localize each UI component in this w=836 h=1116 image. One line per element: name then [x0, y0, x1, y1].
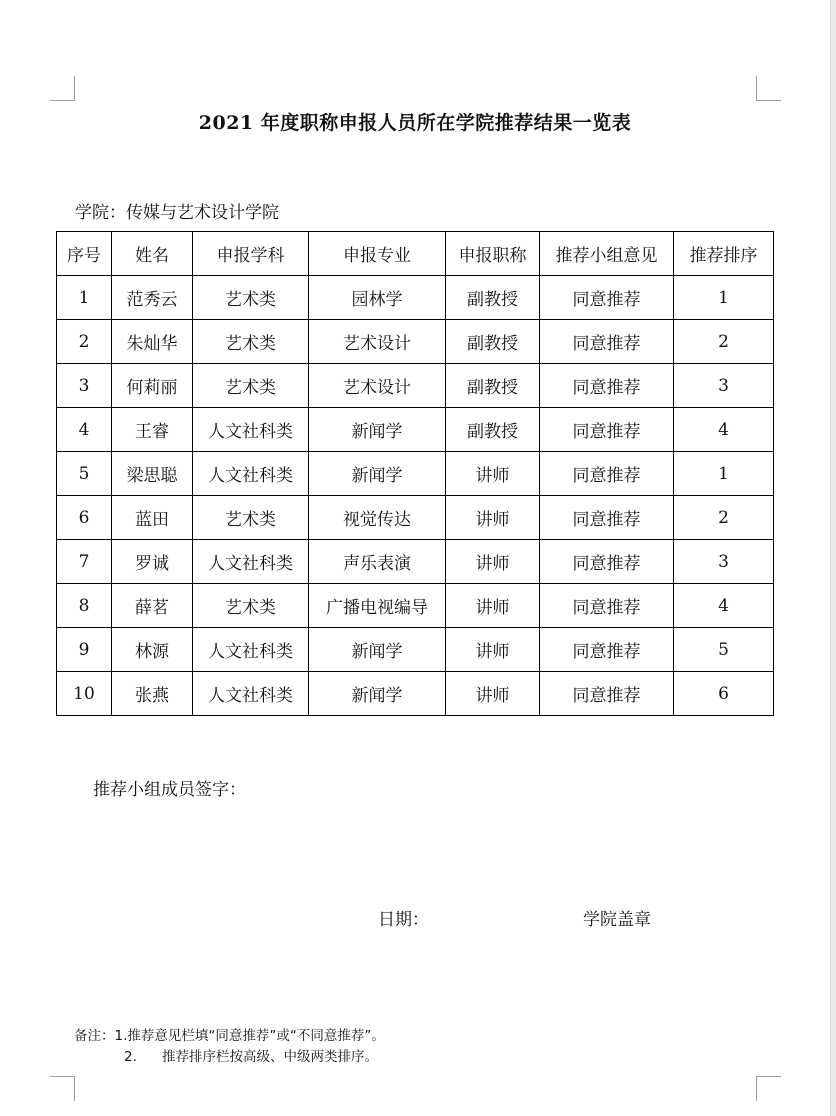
- table-cell: 何莉丽: [112, 364, 193, 408]
- table-cell: 人文社科类: [193, 540, 309, 584]
- note-line-2-text: 推荐排序栏按高级、中级两类排序。: [162, 1049, 378, 1065]
- table-cell: 5: [674, 628, 774, 672]
- table-cell: 10: [57, 672, 112, 716]
- table-cell: 蓝田: [112, 496, 193, 540]
- table-cell: 讲师: [446, 584, 540, 628]
- table-cell: 同意推荐: [540, 364, 674, 408]
- table-cell: 人文社科类: [193, 672, 309, 716]
- table-cell: 艺术设计: [309, 320, 446, 364]
- table-cell: 新闻学: [309, 628, 446, 672]
- table-cell: 同意推荐: [540, 584, 674, 628]
- table-cell: 新闻学: [309, 408, 446, 452]
- table-cell: 6: [57, 496, 112, 540]
- table-cell: 讲师: [446, 672, 540, 716]
- table-cell: 副教授: [446, 320, 540, 364]
- table-cell: 1: [57, 276, 112, 320]
- page-edge: [830, 0, 836, 1116]
- date-label: 日期：: [378, 910, 429, 930]
- college-label: 学院：传媒与艺术设计学院: [75, 203, 279, 223]
- table-cell: 人文社科类: [193, 628, 309, 672]
- table-cell: 4: [57, 408, 112, 452]
- table-cell: 同意推荐: [540, 496, 674, 540]
- table-cell: 视觉传达: [309, 496, 446, 540]
- table-cell: 同意推荐: [540, 672, 674, 716]
- table-cell: 人文社科类: [193, 408, 309, 452]
- table-cell: 8: [57, 584, 112, 628]
- table-cell: 新闻学: [309, 452, 446, 496]
- results-table: [56, 231, 774, 716]
- table-row: [57, 364, 774, 408]
- table-row: [57, 628, 774, 672]
- header-cell: 申报学科: [193, 232, 309, 276]
- table-cell: 王睿: [112, 408, 193, 452]
- crop-mark-bottom-right: [756, 1076, 781, 1101]
- header-cell: 姓名: [112, 232, 193, 276]
- table-body: [57, 276, 774, 716]
- table-cell: 讲师: [446, 540, 540, 584]
- table-cell: 艺术类: [193, 584, 309, 628]
- table-cell: 7: [57, 540, 112, 584]
- table-cell: 3: [57, 364, 112, 408]
- table-cell: 4: [674, 408, 774, 452]
- table-cell: 薛茗: [112, 584, 193, 628]
- table-cell: 5: [57, 452, 112, 496]
- note-line-2-number: 2.: [124, 1049, 137, 1065]
- table-cell: 2: [57, 320, 112, 364]
- table-cell: 讲师: [446, 452, 540, 496]
- table-cell: 艺术类: [193, 364, 309, 408]
- table-cell: 2: [674, 496, 774, 540]
- table-cell: 人文社科类: [193, 452, 309, 496]
- table-cell: 艺术设计: [309, 364, 446, 408]
- table-row: [57, 540, 774, 584]
- header-cell: 申报职称: [446, 232, 540, 276]
- header-cell: 推荐排序: [674, 232, 774, 276]
- table-cell: 声乐表演: [309, 540, 446, 584]
- table-cell: 张燕: [112, 672, 193, 716]
- crop-mark-top-left: [50, 76, 75, 101]
- document-title: 2021 年度职称申报人员所在学院推荐结果一览表: [198, 112, 632, 134]
- table-cell: 范秀云: [112, 276, 193, 320]
- table-cell: 2: [674, 320, 774, 364]
- table-row: [57, 276, 774, 320]
- table-row: [57, 584, 774, 628]
- table-row: [57, 320, 774, 364]
- header-cell: 推荐小组意见: [540, 232, 674, 276]
- table-cell: 1: [674, 276, 774, 320]
- table-cell: 林源: [112, 628, 193, 672]
- table-cell: 同意推荐: [540, 628, 674, 672]
- table-cell: 广播电视编导: [309, 584, 446, 628]
- table-row: [57, 408, 774, 452]
- table-cell: 同意推荐: [540, 320, 674, 364]
- header-cell: 序号: [57, 232, 112, 276]
- signature-label: 推荐小组成员签字：: [93, 780, 246, 800]
- table-cell: 副教授: [446, 364, 540, 408]
- table-cell: 4: [674, 584, 774, 628]
- table-row: [57, 496, 774, 540]
- table-cell: 1: [674, 452, 774, 496]
- table-cell: 3: [674, 540, 774, 584]
- table-row: [57, 672, 774, 716]
- table-cell: 同意推荐: [540, 408, 674, 452]
- table-cell: 艺术类: [193, 496, 309, 540]
- table-row: [57, 452, 774, 496]
- table-header-row: [57, 232, 774, 276]
- table-cell: 艺术类: [193, 320, 309, 364]
- crop-mark-bottom-left: [50, 1076, 75, 1101]
- table-cell: 副教授: [446, 408, 540, 452]
- table-cell: 园林学: [309, 276, 446, 320]
- note-line-1: 备注：1.推荐意见栏填“同意推荐”或“不同意推荐”。: [74, 1028, 385, 1044]
- table-cell: 同意推荐: [540, 276, 674, 320]
- table-cell: 罗诚: [112, 540, 193, 584]
- table-cell: 艺术类: [193, 276, 309, 320]
- header-cell: 申报专业: [309, 232, 446, 276]
- table-cell: 同意推荐: [540, 452, 674, 496]
- table-cell: 6: [674, 672, 774, 716]
- note-line-2: [74, 1047, 385, 1068]
- table-cell: 讲师: [446, 496, 540, 540]
- table-cell: 9: [57, 628, 112, 672]
- notes: [74, 1026, 385, 1068]
- table-cell: 副教授: [446, 276, 540, 320]
- crop-mark-top-right: [756, 76, 781, 101]
- table-cell: 梁思聪: [112, 452, 193, 496]
- stamp-label: 学院盖章: [583, 910, 651, 930]
- table-cell: 讲师: [446, 628, 540, 672]
- table-cell: 3: [674, 364, 774, 408]
- table-cell: 同意推荐: [540, 540, 674, 584]
- table-cell: 朱灿华: [112, 320, 193, 364]
- table-cell: 新闻学: [309, 672, 446, 716]
